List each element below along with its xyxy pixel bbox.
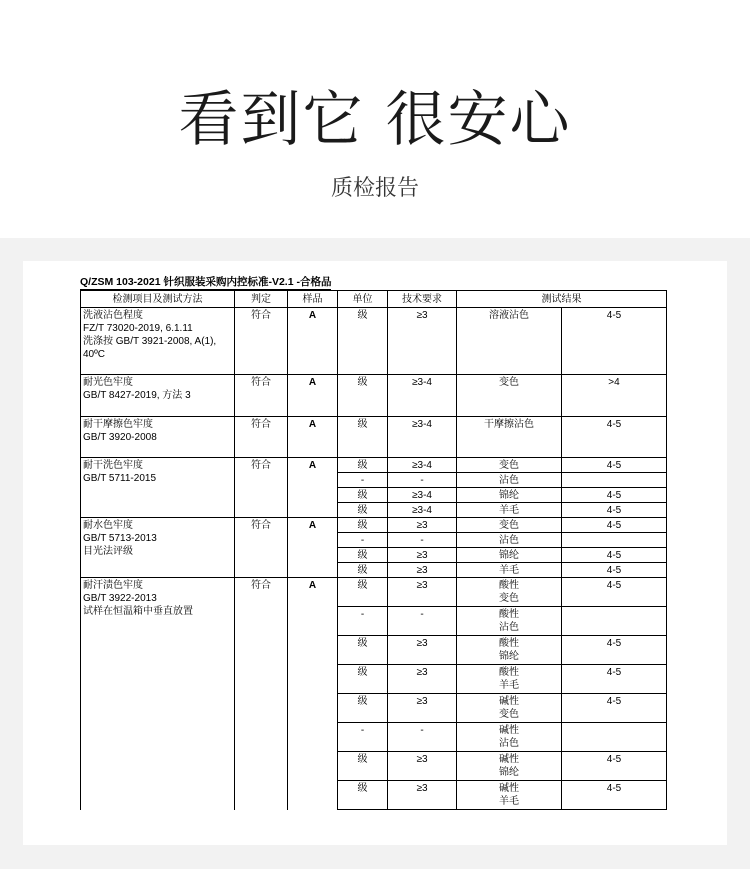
unit-cell: 级 — [338, 563, 388, 578]
table-row — [81, 308, 667, 375]
test-item-cell — [81, 518, 235, 578]
verdict-cell: 符合 — [235, 458, 288, 518]
result-name-cell — [457, 473, 562, 488]
sample-cell: A — [288, 518, 338, 578]
result-name-cell — [457, 607, 562, 636]
result-value-cell: 4-5 — [562, 665, 667, 694]
requirement-cell: ≥3-4 — [388, 375, 457, 417]
requirement-cell: ≥3-4 — [388, 488, 457, 503]
result-value-cell — [562, 607, 667, 636]
unit-cell: 级 — [338, 518, 388, 533]
test-item-cell — [81, 458, 235, 518]
result-name-line: 酸性 — [499, 667, 519, 678]
result-name-cell — [457, 723, 562, 752]
result-name-cell — [457, 503, 562, 518]
unit-cell: 级 — [338, 375, 388, 417]
result-name-line: 酸性 — [499, 609, 519, 620]
result-name-cell — [457, 563, 562, 578]
result-name-cell — [457, 375, 562, 417]
col-header-requirement: 技术要求 — [388, 291, 457, 308]
result-name-line: 变色 — [499, 460, 519, 471]
result-name-line: 羊毛 — [499, 796, 519, 807]
result-value-cell — [562, 473, 667, 488]
requirement-cell: ≥3-4 — [388, 417, 457, 458]
test-item-line: FZ/T 73020-2019, 6.1.11 — [83, 323, 193, 334]
requirement-cell: ≥3 — [388, 694, 457, 723]
test-item-line: 40ºC — [83, 349, 105, 360]
table-row — [81, 518, 667, 533]
headline: 看到它 很安心 — [178, 85, 572, 155]
verdict-cell: 符合 — [235, 417, 288, 458]
result-name-cell — [457, 548, 562, 563]
unit-cell: 级 — [338, 308, 388, 375]
test-item-line: GB/T 3920-2008 — [83, 432, 157, 443]
unit-cell: 级 — [338, 636, 388, 665]
test-item-cell — [81, 375, 235, 417]
unit-cell: 级 — [338, 488, 388, 503]
result-name-cell — [457, 578, 562, 607]
test-item-line: 耐干摩擦色牢度 — [83, 419, 153, 430]
header-section — [0, 0, 750, 238]
test-item-line: 洗液沾色程度 — [83, 310, 143, 321]
verdict-cell: 符合 — [235, 518, 288, 578]
table-row — [81, 375, 667, 417]
result-value-cell: 4-5 — [562, 488, 667, 503]
requirement-cell: ≥3 — [388, 781, 457, 810]
result-name-line: 羊毛 — [499, 565, 519, 576]
result-value-cell: 4-5 — [562, 578, 667, 607]
result-name-cell — [457, 533, 562, 548]
result-name-line: 碱性 — [499, 696, 519, 707]
result-name-line: 酸性 — [499, 580, 519, 591]
subtitle: 质检报告 — [330, 176, 419, 201]
test-item-line: 耐水色牢度 — [83, 520, 133, 531]
result-name-cell — [457, 781, 562, 810]
report-body — [81, 308, 667, 810]
test-item-line: GB/T 8427-2019, 方法 3 — [83, 390, 191, 401]
requirement-cell: ≥3-4 — [388, 458, 457, 473]
requirement-cell: ≥3 — [388, 636, 457, 665]
requirement-cell: - — [388, 723, 457, 752]
verdict-cell: 符合 — [235, 308, 288, 375]
requirement-cell: ≥3 — [388, 578, 457, 607]
result-name-cell — [457, 752, 562, 781]
test-item-line: 耐汗渍色牢度 — [83, 580, 143, 591]
result-name-cell — [457, 417, 562, 458]
result-value-cell: 4-5 — [562, 503, 667, 518]
result-value-cell — [562, 533, 667, 548]
table-row — [81, 417, 667, 458]
result-value-cell: 4-5 — [562, 458, 667, 473]
verdict-cell: 符合 — [235, 578, 288, 810]
result-name-line: 溶液沾色 — [489, 310, 529, 321]
result-name-line: 锦纶 — [499, 651, 519, 662]
unit-cell: 级 — [338, 503, 388, 518]
result-name-line: 羊毛 — [499, 680, 519, 691]
result-name-line: 沾色 — [499, 622, 519, 633]
result-name-line: 碱性 — [499, 725, 519, 736]
result-name-cell — [457, 488, 562, 503]
result-name-cell — [457, 518, 562, 533]
result-value-cell: 4-5 — [562, 694, 667, 723]
col-header-item: 检测项目及测试方法 — [81, 291, 235, 308]
result-value-cell: 4-5 — [562, 308, 667, 375]
result-value-cell: 4-5 — [562, 518, 667, 533]
result-name-line: 碱性 — [499, 783, 519, 794]
test-item-line: 洗涤按 GB/T 3921-2008, A(1), — [83, 336, 217, 347]
table-row — [81, 578, 667, 607]
sample-cell: A — [288, 417, 338, 458]
result-value-cell: 4-5 — [562, 781, 667, 810]
result-name-cell — [457, 665, 562, 694]
result-name-line: 碱性 — [499, 754, 519, 765]
requirement-cell: ≥3 — [388, 752, 457, 781]
test-item-line: 试样在恒温箱中垂直放置 — [83, 606, 193, 617]
col-header-unit: 单位 — [338, 291, 388, 308]
requirement-cell: ≥3 — [388, 665, 457, 694]
unit-cell: 级 — [338, 548, 388, 563]
unit-cell: 级 — [338, 578, 388, 607]
report-title: Q/ZSM 103-2021 针织服装采购内控标准-V2.1 -合格品 — [80, 276, 332, 288]
result-name-line: 沾色 — [499, 738, 519, 749]
result-name-line: 沾色 — [499, 535, 519, 546]
requirement-cell: - — [388, 607, 457, 636]
result-value-cell: 4-5 — [562, 563, 667, 578]
result-name-cell — [457, 458, 562, 473]
verdict-cell: 符合 — [235, 375, 288, 417]
result-name-line: 羊毛 — [499, 505, 519, 516]
result-value-cell: >4 — [562, 375, 667, 417]
result-name-line: 酸性 — [499, 638, 519, 649]
result-value-cell: 4-5 — [562, 752, 667, 781]
sample-cell: A — [288, 375, 338, 417]
unit-cell: 级 — [338, 694, 388, 723]
unit-cell: 级 — [338, 781, 388, 810]
result-name-line: 变色 — [499, 377, 519, 388]
requirement-cell: ≥3 — [388, 563, 457, 578]
result-name-line: 锦纶 — [499, 767, 519, 778]
requirement-cell: ≥3 — [388, 308, 457, 375]
col-header-verdict: 判定 — [235, 291, 288, 308]
table-header-row — [81, 291, 667, 308]
requirement-cell: ≥3 — [388, 548, 457, 563]
unit-cell: 级 — [338, 665, 388, 694]
result-value-cell: 4-5 — [562, 548, 667, 563]
sample-cell: A — [288, 308, 338, 375]
test-item-cell — [81, 308, 235, 375]
col-header-result: 测试结果 — [457, 291, 667, 308]
unit-cell: - — [338, 723, 388, 752]
result-name-line: 锦纶 — [499, 550, 519, 561]
test-item-line: 目光法评级 — [83, 546, 133, 557]
unit-cell: 级 — [338, 458, 388, 473]
test-item-line: 耐光色牢度 — [83, 377, 133, 388]
test-item-cell — [81, 417, 235, 458]
unit-cell: - — [338, 607, 388, 636]
result-value-cell: 4-5 — [562, 636, 667, 665]
result-name-cell — [457, 694, 562, 723]
test-item-line: GB/T 5713-2013 — [83, 533, 157, 544]
report-table — [80, 290, 667, 810]
unit-cell: - — [338, 473, 388, 488]
test-item-line: GB/T 3922-2013 — [83, 593, 157, 604]
unit-cell: - — [338, 533, 388, 548]
unit-cell: 级 — [338, 417, 388, 458]
result-name-cell — [457, 308, 562, 375]
requirement-cell: - — [388, 473, 457, 488]
result-value-cell — [562, 723, 667, 752]
sample-cell: A — [288, 578, 338, 810]
result-name-line: 变色 — [499, 520, 519, 531]
result-name-line: 沾色 — [499, 475, 519, 486]
result-name-line: 变色 — [499, 593, 519, 604]
unit-cell: 级 — [338, 752, 388, 781]
test-item-cell — [81, 578, 235, 810]
sample-cell: A — [288, 458, 338, 518]
result-name-line: 干摩擦沾色 — [484, 419, 534, 430]
col-header-sample: 样品 — [288, 291, 338, 308]
result-name-line: 锦纶 — [499, 490, 519, 501]
requirement-cell: ≥3-4 — [388, 503, 457, 518]
test-item-line: GB/T 5711-2015 — [83, 473, 157, 484]
result-value-cell: 4-5 — [562, 417, 667, 458]
result-name-line: 变色 — [499, 709, 519, 720]
requirement-cell: - — [388, 533, 457, 548]
result-name-cell — [457, 636, 562, 665]
table-row — [81, 458, 667, 473]
requirement-cell: ≥3 — [388, 518, 457, 533]
test-item-line: 耐干洗色牢度 — [83, 460, 143, 471]
